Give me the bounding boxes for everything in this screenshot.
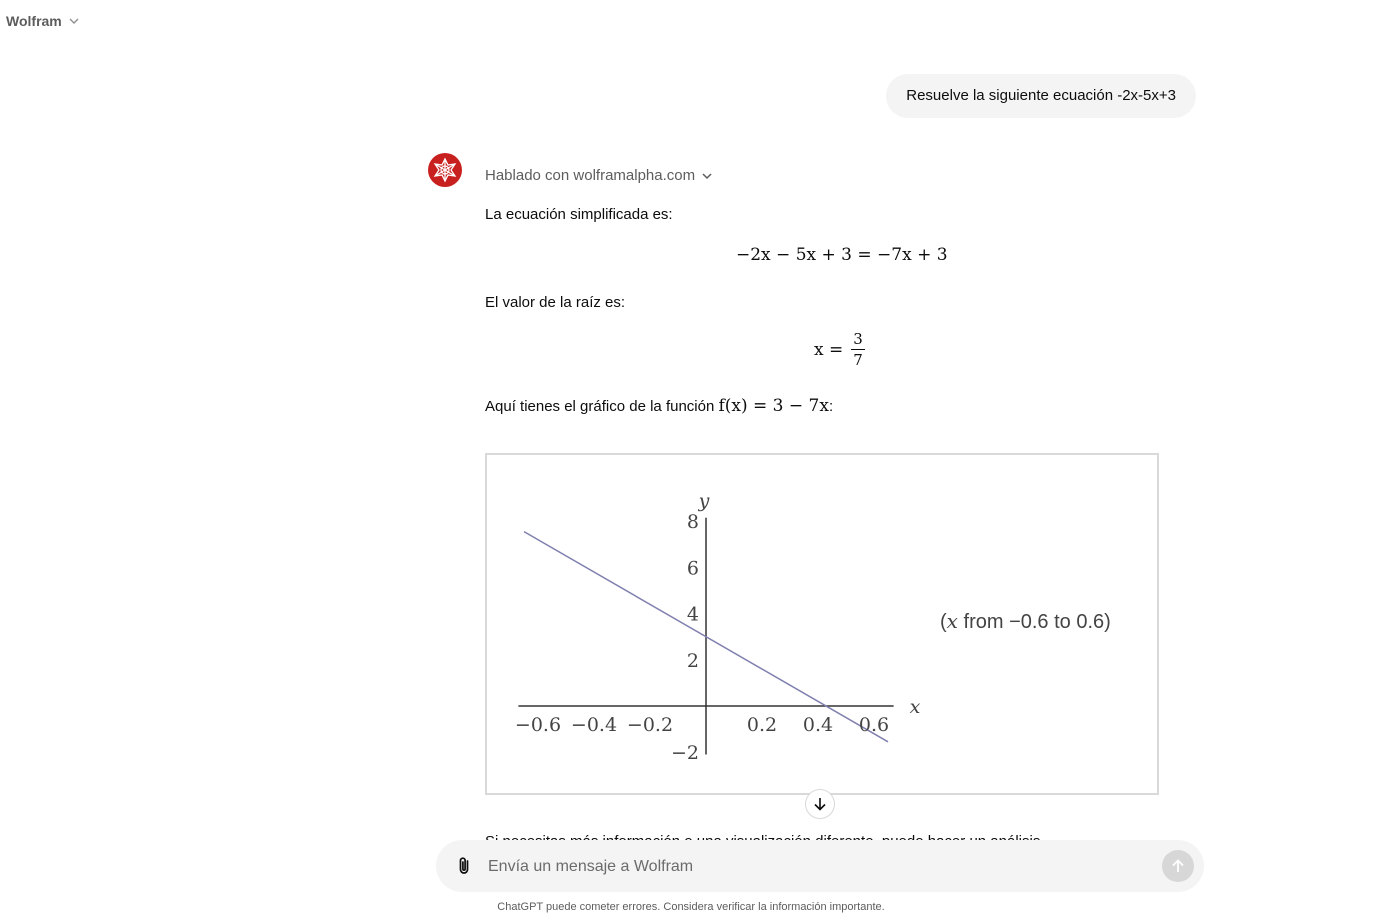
range-var: x [946, 609, 958, 633]
x-tick-label: −0.4 [570, 714, 618, 736]
root-denominator: 7 [853, 351, 863, 369]
simplified-intro: La ecuación simplificada es: [485, 206, 673, 223]
arrow-up-icon [1170, 858, 1186, 874]
x-tick-label: 0.4 [802, 714, 834, 736]
app-title: Wolfram [6, 13, 62, 29]
y-tick-label: 4 [686, 603, 699, 626]
model-selector[interactable] [6, 13, 80, 29]
disclaimer: ChatGPT puede cometer errores. Considera verificar la información importante. [497, 901, 885, 913]
simplified-equation: −2x − 5x + 3 = −7x + 3 [736, 245, 948, 265]
y-tick-label: 8 [686, 511, 699, 534]
range-open: ( [940, 611, 947, 633]
y-tick-label: −2 [670, 742, 699, 765]
root-numerator: 3 [853, 330, 863, 348]
graph-function: f(x) = 3 − 7x [718, 396, 829, 416]
paperclip-icon [452, 854, 476, 878]
message-composer [436, 840, 1204, 892]
followup-text [485, 828, 1085, 840]
plot-range-note [940, 609, 1111, 634]
y-tick-label: 6 [686, 557, 699, 580]
x-tick-label: −0.6 [514, 714, 562, 736]
x-axis-label: x [909, 696, 921, 718]
graph-intro-prefix: Aquí tienes el gráfico de la función [485, 398, 719, 415]
y-tick-label: 2 [686, 649, 699, 672]
tool-call-toggle[interactable] [485, 167, 713, 184]
graph-intro [485, 396, 833, 416]
x-tick-label: 0.2 [746, 714, 778, 736]
arrow-down-icon [812, 796, 828, 812]
wolfram-logo-icon [428, 153, 462, 187]
attach-button[interactable] [452, 854, 476, 878]
root-lhs: x = [814, 340, 844, 360]
root-fraction [851, 330, 865, 370]
user-message-text: Resuelve la siguiente ecuación -2x-5x+3 [906, 87, 1176, 104]
root-equation [814, 330, 865, 370]
range-rest: from −0.6 to 0.6) [957, 611, 1111, 633]
chevron-down-icon [68, 15, 80, 27]
scroll-to-bottom-button[interactable] [805, 789, 835, 819]
root-intro: El valor de la raíz es: [485, 294, 626, 311]
graph-intro-suffix: : [828, 398, 834, 415]
y-axis-label: y [698, 490, 710, 513]
user-message [886, 74, 1196, 118]
x-tick-label: 0.6 [858, 714, 890, 736]
tool-call-label: Hablado con wolframalpha.com [485, 167, 696, 184]
chevron-down-icon [701, 170, 713, 182]
message-input[interactable] [486, 852, 1130, 882]
x-tick-label: −0.2 [626, 714, 674, 736]
send-button[interactable] [1162, 850, 1194, 882]
